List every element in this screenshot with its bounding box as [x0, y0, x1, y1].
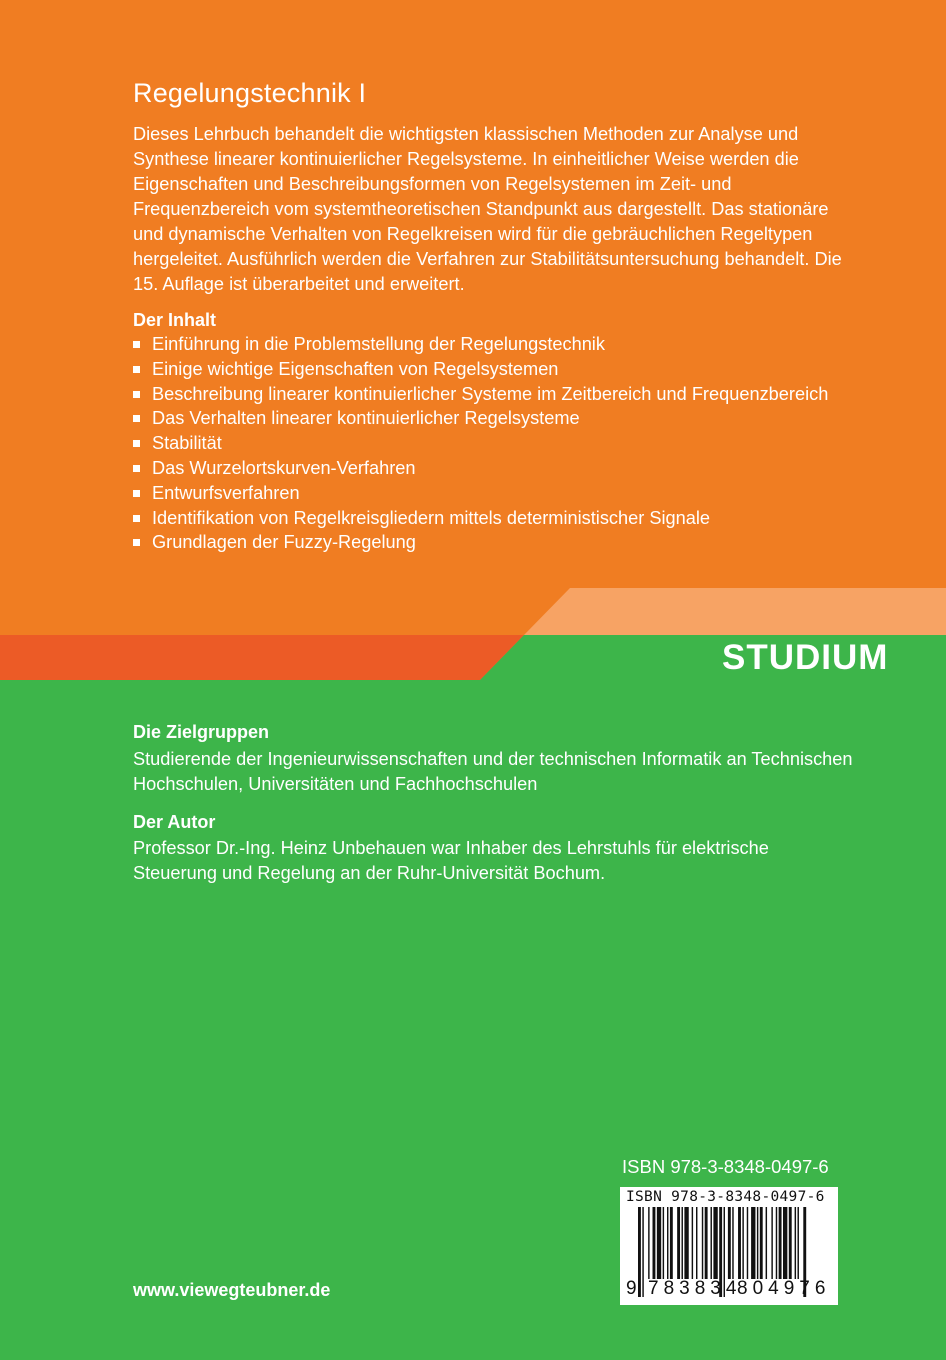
barcode-bar	[757, 1207, 758, 1279]
barcode-bar	[728, 1207, 731, 1279]
barcode-isbn: ISBN 978-3-8348-0497-6	[626, 1189, 825, 1205]
list-item: Das Verhalten linearer kontinuierlicher Regelsysteme	[133, 406, 828, 431]
barcode-bar	[776, 1207, 777, 1279]
barcode-bar	[653, 1207, 656, 1279]
isbn-label: ISBN 978-3-8348-0497-6	[622, 1156, 829, 1177]
barcode-bar	[667, 1207, 668, 1279]
list-item: Identifikation von Regelkreisgliedern mittels deterministischer Signale	[133, 506, 828, 531]
barcode-bar	[648, 1207, 649, 1279]
barcode-bar	[751, 1207, 755, 1279]
bullet-icon	[133, 490, 140, 497]
barcode-bar	[711, 1207, 712, 1279]
barcode	[620, 1187, 838, 1305]
barcode-bar	[783, 1207, 787, 1279]
series-label: STUDIUM	[722, 638, 889, 677]
book-intro: Dieses Lehrbuch behandelt die wichtigsten klassischen Methoden zur Analyse und Synthese linearer kontinuierlicher Regelsysteme. In einheitlicher Weise werden die Eigenschaften und Beschreibungsformen von Regelsystemen im Zeit- und Frequenzbereich vom systemtheoretischen Standpunkt aus dargestellt. Das stationäre und dynamische Verhalten von Regelkreisen wird für die gebräuchlichen Regeltypen hergeleitet. Ausführlich werden die Verfahren zur Stabilitätsuntersuchung behandelt. Die 15. Auflage ist überarbeitet und erweitert.	[133, 124, 842, 294]
barcode-digit-first: 9	[626, 1278, 637, 1299]
barcode-bar	[795, 1207, 796, 1279]
inhalt-heading: Der Inhalt	[133, 310, 217, 330]
bullet-icon	[133, 440, 140, 447]
bullet-icon	[133, 341, 140, 348]
list-item: Beschreibung linearer kontinuierlicher Systeme im Zeitbereich und Frequenzbereich	[133, 382, 828, 407]
barcode-bar	[738, 1207, 741, 1279]
list-item: Einige wichtige Eigenschaften von Regelsystemen	[133, 357, 828, 382]
barcode-bar	[670, 1207, 673, 1279]
barcode-bar	[663, 1207, 664, 1279]
list-item: Stabilität	[133, 431, 828, 456]
barcode-bar	[705, 1207, 708, 1279]
list-item: Entwurfsverfahren	[133, 481, 828, 506]
bullet-icon	[133, 415, 140, 422]
barcode-bar	[760, 1207, 763, 1279]
barcode-bar	[692, 1207, 693, 1279]
barcode-digits-right: 804976	[737, 1278, 831, 1299]
barcode-bar	[684, 1207, 688, 1279]
barcode-bar	[702, 1207, 703, 1279]
barcode-bar	[696, 1207, 697, 1279]
bullet-icon	[133, 539, 140, 546]
autor-text: Professor Dr.-Ing. Heinz Unbehauen war Inhaber des Lehrstuhls für elektrische Steuerung und Regelung an der Ruhr-Universität Bochum.	[133, 838, 769, 883]
barcode-bar	[779, 1207, 782, 1279]
barcode-bar	[732, 1207, 733, 1279]
barcode-bar	[798, 1207, 799, 1279]
zielgruppen-text: Studierende der Ingenieurwissenschaften und der technischen Informatik an Technischen Hochschulen, Universitäten und Fachhochschulen	[133, 749, 853, 794]
bullet-icon	[133, 391, 140, 398]
bullet-icon	[133, 465, 140, 472]
barcode-digits-left: 783834	[648, 1278, 742, 1299]
list-item: Das Wurzelortskurven-Verfahren	[133, 456, 828, 481]
autor-heading: Der Autor	[133, 812, 216, 832]
barcode-bar	[747, 1207, 748, 1279]
barcode-bar	[677, 1207, 680, 1279]
barcode-bar	[771, 1207, 772, 1279]
inhalt-list	[133, 332, 828, 555]
barcode-bar	[789, 1207, 792, 1279]
band-light-orange	[524, 588, 946, 635]
list-item: Einführung in die Problemstellung der Regelungstechnik	[133, 332, 828, 357]
barcode-bar	[742, 1207, 743, 1279]
zielgruppen-heading: Die Zielgruppen	[133, 722, 270, 742]
book-title: Regelungstechnik I	[133, 78, 367, 108]
barcode-bar	[713, 1207, 717, 1279]
barcode-digits	[620, 1278, 838, 1302]
list-item: Grundlagen der Fuzzy-Regelung	[133, 530, 828, 555]
barcode-bar	[766, 1207, 767, 1279]
publisher-website: www.viewegteubner.de	[133, 1280, 331, 1300]
barcode-bar	[657, 1207, 661, 1279]
bullet-icon	[133, 366, 140, 373]
band-red-orange	[0, 635, 524, 680]
barcode-bar	[682, 1207, 683, 1279]
bullet-icon	[133, 515, 140, 522]
